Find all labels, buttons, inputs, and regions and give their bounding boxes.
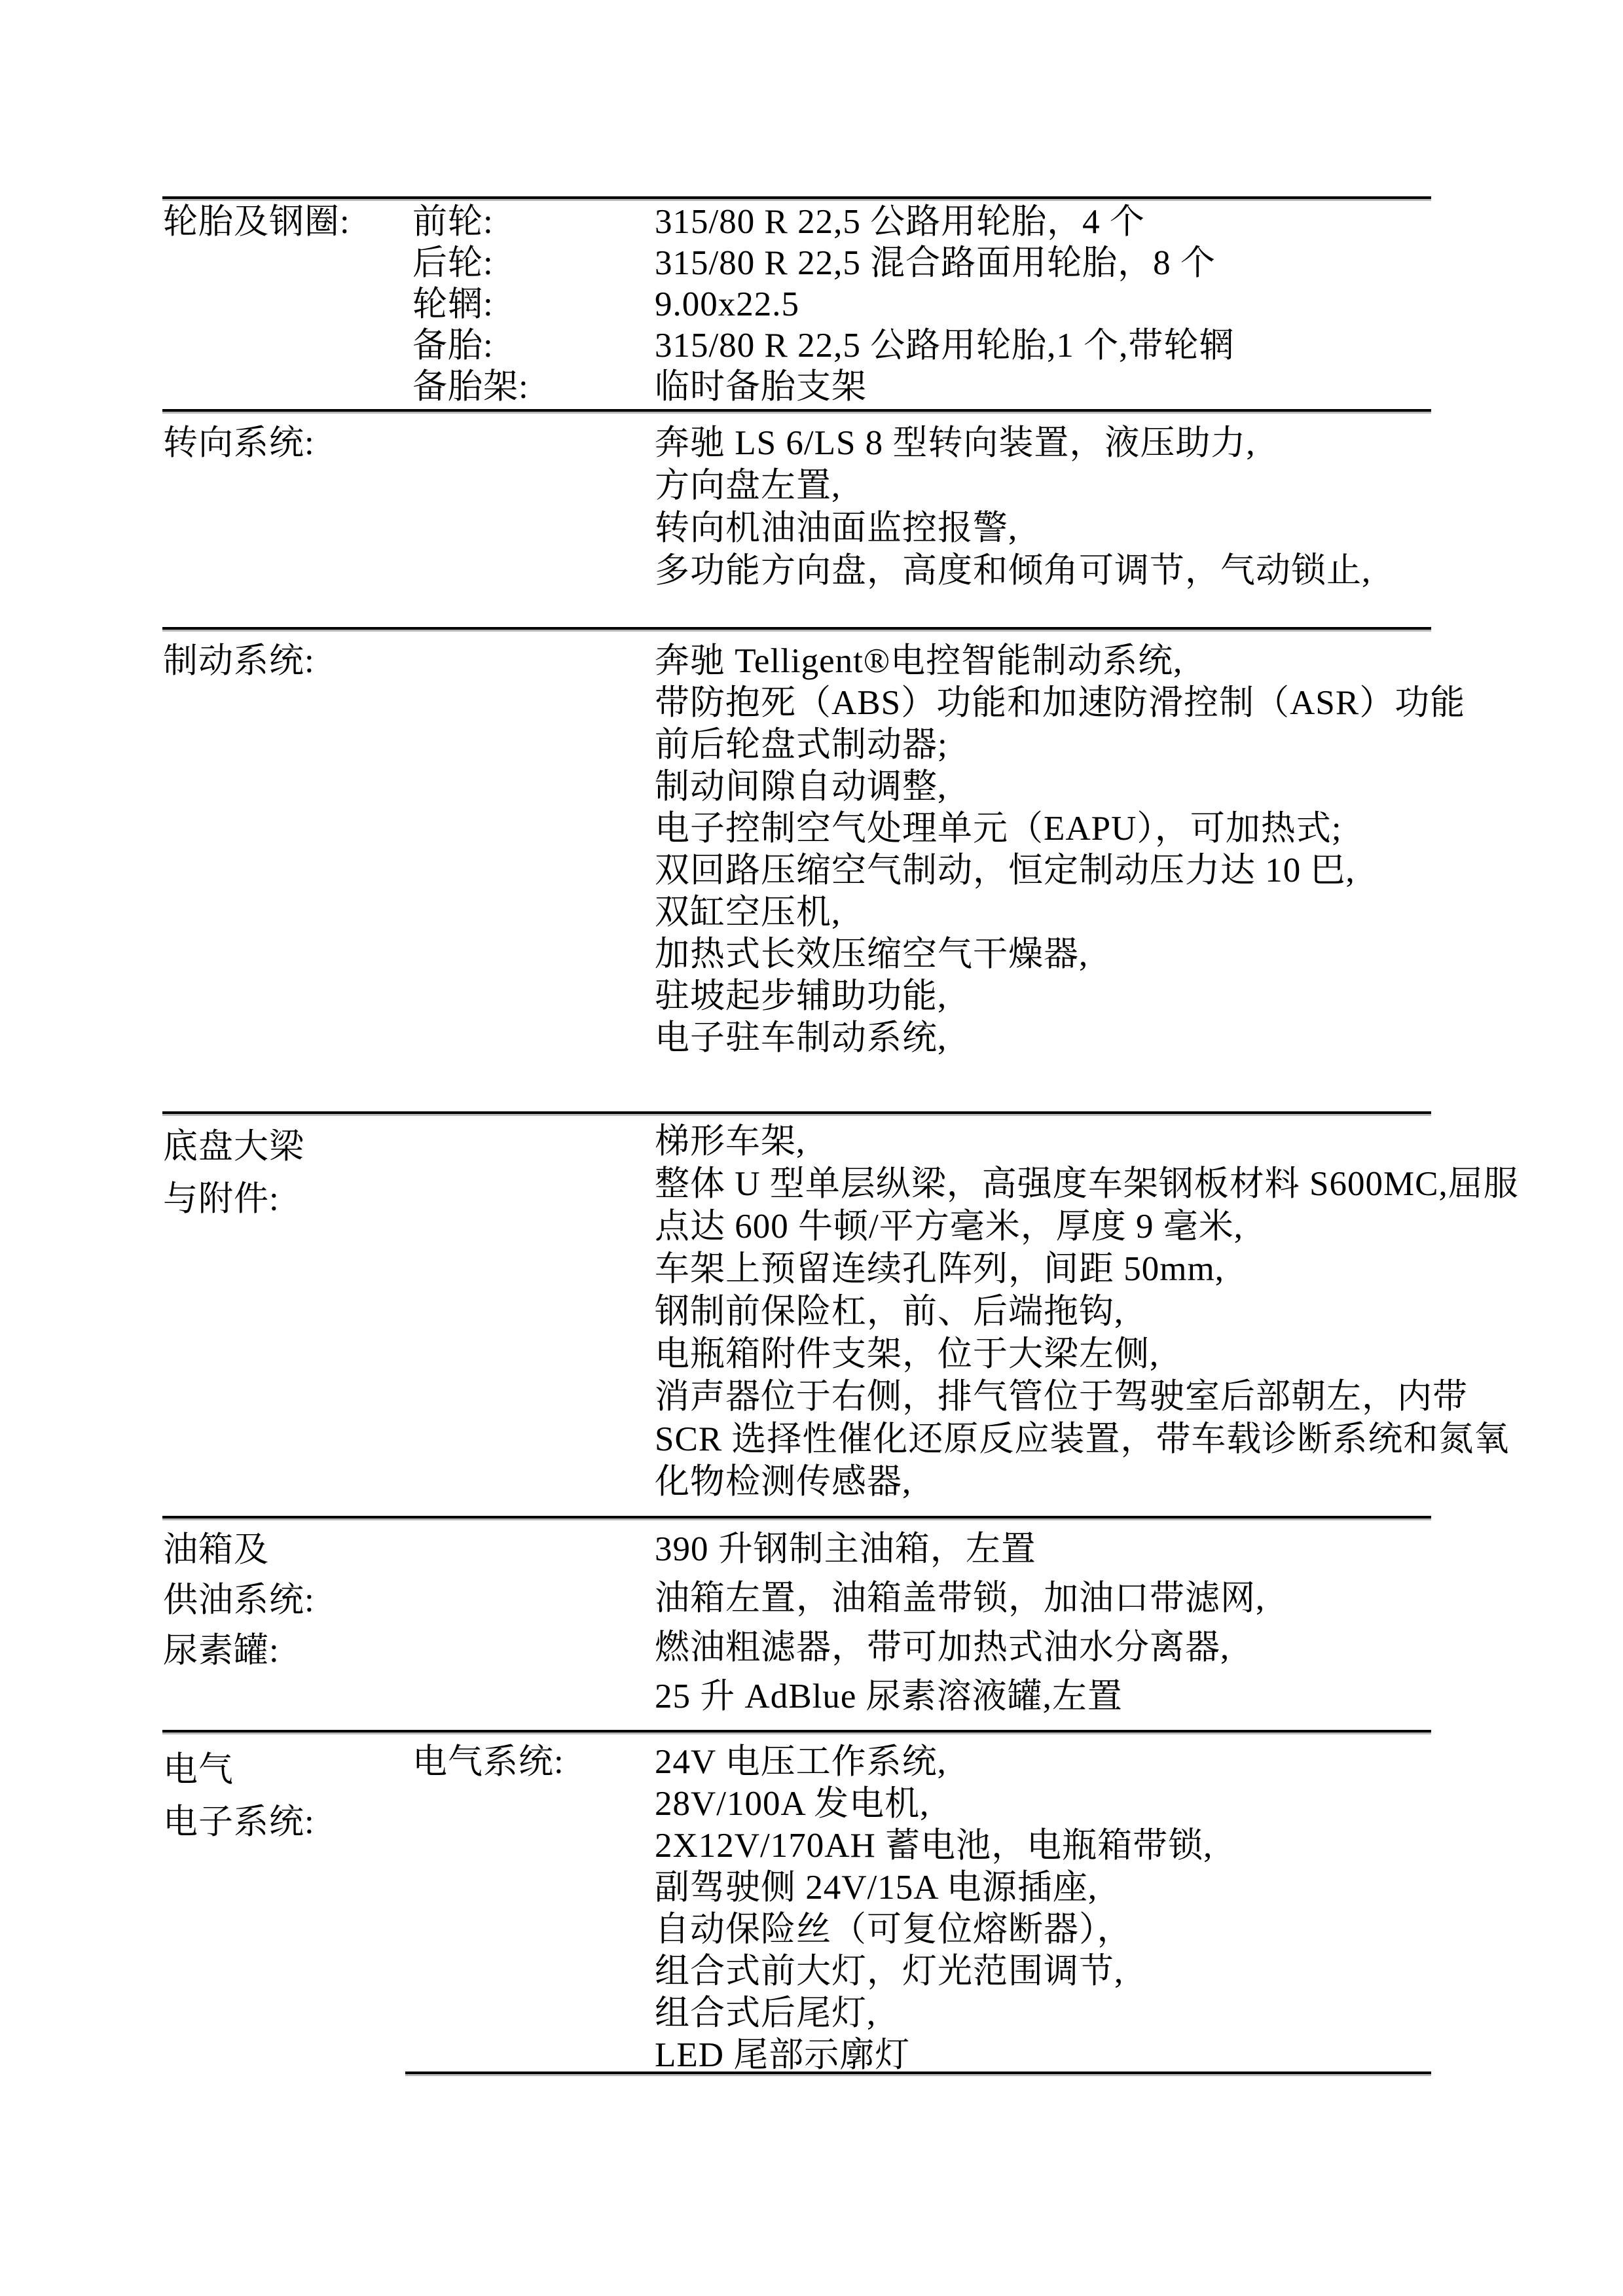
spec-line: 消声器位于右侧，排气管位于驾驶室后部朝左，内带 (655, 1378, 1468, 1416)
spec-line: 转向机油油面监控报警, (655, 509, 1018, 547)
spec-line: 315/80 R 22,5 公路用轮胎,1 个,带轮辋 (655, 327, 1235, 365)
section-chassis-content (655, 1121, 1519, 1503)
spec-line: LED 尾部示廓灯 (655, 2036, 911, 2074)
spec-line: 制动间隙自动调整, (655, 768, 947, 806)
spec-sublabel: 电气系统: (412, 1743, 564, 1781)
divider-rule (162, 1730, 1431, 1732)
section-electrical-title (163, 1744, 315, 1848)
spec-line: 奔驰 Telligent®电控智能制动系统, (655, 642, 1183, 680)
section-chassis-title (163, 1121, 304, 1225)
section-title-line: 供油系统: (163, 1581, 315, 1619)
spec-line: 梯形车架, (655, 1122, 806, 1160)
divider-rule (162, 409, 1431, 412)
spec-line: 整体 U 型单层纵梁，高强度车架钢板材料 S600MC,屈服 (655, 1165, 1519, 1203)
spec-line: 2X12V/170AH 蓄电池，电瓶箱带锁, (655, 1827, 1213, 1865)
section-title-line: 尿素罐: (163, 1632, 280, 1670)
divider-rule (162, 1516, 1431, 1518)
spec-line: 加热式长效压缩空气干燥器, (655, 935, 1089, 973)
section-steering-content (655, 422, 1371, 592)
spec-line: 燃油粗滤器，带可加热式油水分离器, (655, 1628, 1230, 1666)
spec-line: 25 升 AdBlue 尿素溶液罐,左置 (655, 1677, 1123, 1715)
spec-line: 自动保险丝（可复位熔断器）， (655, 1910, 1133, 1948)
spec-line: 9.00x22.5 (655, 285, 799, 323)
spec-line: 28V/100A 发电机, (655, 1785, 930, 1823)
spec-line: 化物检测传感器, (655, 1463, 912, 1501)
spec-line: 电瓶箱附件支架，位于大梁左侧, (655, 1335, 1159, 1373)
spec-line: 390 升钢制主油箱，左置 (655, 1530, 1036, 1568)
spec-line: 组合式前大灯，灯光范围调节, (655, 1952, 1124, 1990)
spec-line: 点达 600 牛顿/平方毫米，厚度 9 毫米, (655, 1208, 1243, 1246)
section-braking-title (163, 640, 315, 682)
section-tires-content (655, 202, 1234, 408)
spec-line: 315/80 R 22,5 混合路面用轮胎，8 个 (655, 244, 1216, 282)
spec-line: 24V 电压工作系统, (655, 1743, 947, 1781)
divider-rule (162, 1111, 1431, 1114)
spec-line: 奔驰 LS 6/LS 8 型转向装置，液压助力, (655, 424, 1256, 462)
spec-line: 钢制前保险杠，前、后端拖钩, (655, 1293, 1124, 1331)
spec-line: SCR 选择性催化还原反应装置，带车载诊断系统和氮氧 (655, 1420, 1510, 1458)
section-braking-content (655, 640, 1465, 1059)
spec-line: 油箱左置，油箱盖带锁，加油口带滤网, (655, 1579, 1266, 1617)
spec-line: 驻坡起步辅助功能, (655, 977, 947, 1015)
divider-rule (162, 196, 1431, 199)
spec-line: 副驾驶侧 24V/15A 电源插座, (655, 1869, 1098, 1907)
spec-line: 电子驻车制动系统, (655, 1019, 947, 1057)
spec-sublabel: 前轮: (412, 203, 494, 241)
spec-line: 多功能方向盘，高度和倾角可调节，气动锁止, (655, 552, 1372, 590)
section-fuel-title (163, 1525, 315, 1676)
section-title-line: 轮胎及钢圈: (163, 203, 350, 241)
section-steering-title (163, 422, 315, 465)
spec-line: 前后轮盘式制动器; (655, 726, 948, 764)
spec-line: 组合式后尾灯, (655, 1994, 877, 2032)
spec-sublabel: 后轮: (412, 244, 494, 282)
spec-line: 315/80 R 22,5 公路用轮胎，4 个 (655, 203, 1145, 241)
section-title-line: 制动系统: (163, 642, 315, 680)
spec-line: 临时备胎支架 (655, 368, 867, 406)
spec-line: 双缸空压机, (655, 893, 841, 931)
section-title-line: 转向系统: (163, 424, 315, 462)
spec-line: 电子控制空气处理单元（EAPU），可加热式; (655, 810, 1342, 848)
section-electrical-content (655, 1741, 1213, 2076)
section-title-line: 电子系统: (163, 1803, 315, 1841)
spec-sublabel: 备胎: (412, 327, 494, 365)
section-fuel-content (655, 1525, 1265, 1721)
spec-sublabel: 备胎架: (412, 368, 529, 406)
section-tires-sublabels (412, 202, 529, 408)
section-title-line: 油箱及 (163, 1531, 269, 1569)
section-tires-title (163, 202, 350, 243)
spec-line: 双回路压缩空气制动，恒定制动压力达 10 巴, (655, 852, 1355, 889)
section-title-line: 与附件: (163, 1180, 280, 1218)
spec-line: 方向盘左置, (655, 467, 841, 505)
spec-line: 带防抱死（ABS）功能和加速防滑控制（ASR）功能 (655, 684, 1466, 722)
section-title-line: 电气 (163, 1751, 234, 1789)
divider-rule (162, 627, 1431, 630)
section-title-line: 底盘大梁 (163, 1128, 304, 1166)
spec-line: 车架上预留连续孔阵列，间距 50mm, (655, 1250, 1224, 1288)
spec-sublabel: 轮辋: (412, 285, 494, 323)
section-electrical-sublabels (412, 1741, 564, 1783)
